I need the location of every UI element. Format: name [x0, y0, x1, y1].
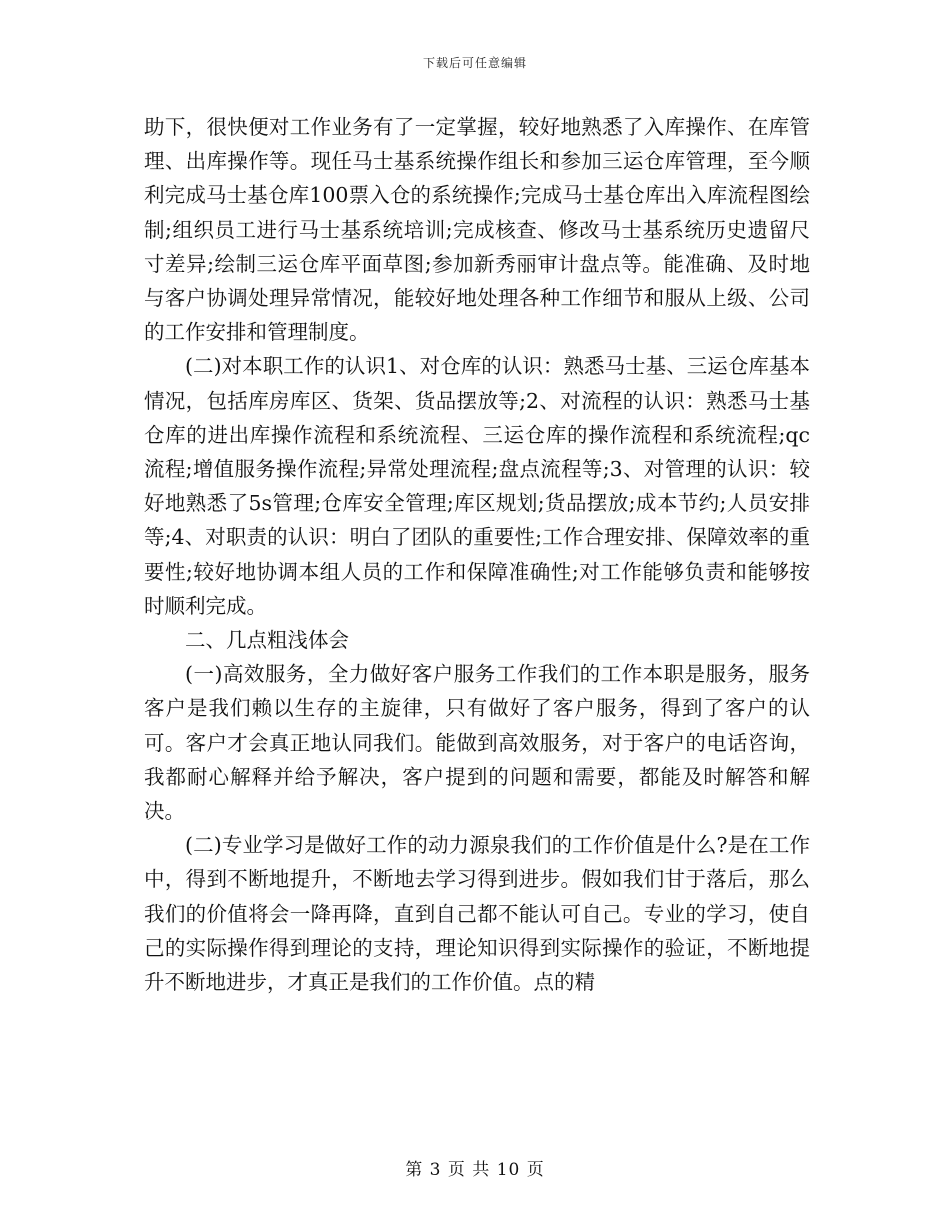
document-body [144, 110, 810, 999]
section-heading: 二、几点粗浅体会 [185, 628, 349, 653]
page-header: 下载后可任意编辑 [422, 56, 527, 70]
page-footer: 第 3 页 共 10 页 [405, 1160, 545, 1180]
paragraph-job-understanding: (二)对本职工作的认识1、对仓库的认识：熟悉马士基、三运仓库基本情况，包括库房库区、货架、货品摆放等;2、对流程的认识：熟悉马士基仓库的进出库操作流程和系统流程、三运仓库的操作流程和系统流程;qc流程;增值服务操作流程;异常处理流程;盘点流程等;3、对管理的认识：较好地熟悉了5s管理;仓库安全管理;库区规划;货品摆放;成本节约;人员安排等;4、对职责的认识：明白了团队的重要性;工作合理安排、保障效率的重要性;较好地协调本组人员的工作和保障准确性;对工作能够负责和能够按时顺利完成。 [144, 354, 810, 618]
paragraph-efficient-service: (一)高效服务，全力做好客户服务工作我们的工作本职是服务，服务客户是我们赖以生存的主旋律，只有做好了客户服务，得到了客户的认可。客户才会真正地认同我们。能做到高效服务，对于客户的电话咨询，我都耐心解释并给予解决，客户提到的问题和需要，都能及时解答和解决。 [144, 662, 810, 824]
paragraph-professional-learning: (二)专业学习是做好工作的动力源泉我们的工作价值是什么?是在工作中，得到不断地提升，不断地去学习得到进步。假如我们甘于落后，那么我们的价值将会一降再降，直到自己都不能认可自己。专业的学习，使自己的实际操作得到理论的支持，理论知识得到实际操作的验证，不断地提升不断地进步，才真正是我们的工作价值。点的精 [144, 833, 810, 995]
paragraph-continuation: 助下，很快便对工作业务有了一定掌握，较好地熟悉了入库操作、在库管理、出库操作等。现任马士基系统操作组长和参加三运仓库管理，至今顺利完成马士基仓库100票入仓的系统操作;完成马士基仓库出入库流程图绘制;组织员工进行马士基系统培训;完成核查、修改马士基系统历史遗留尺寸差异;绘制三运仓库平面草图;参加新秀丽审计盘点等。能准确、及时地与客户协调处理异常情况，能较好地处理各种工作细节和服从上级、公司的工作安排和管理制度。 [144, 115, 810, 345]
